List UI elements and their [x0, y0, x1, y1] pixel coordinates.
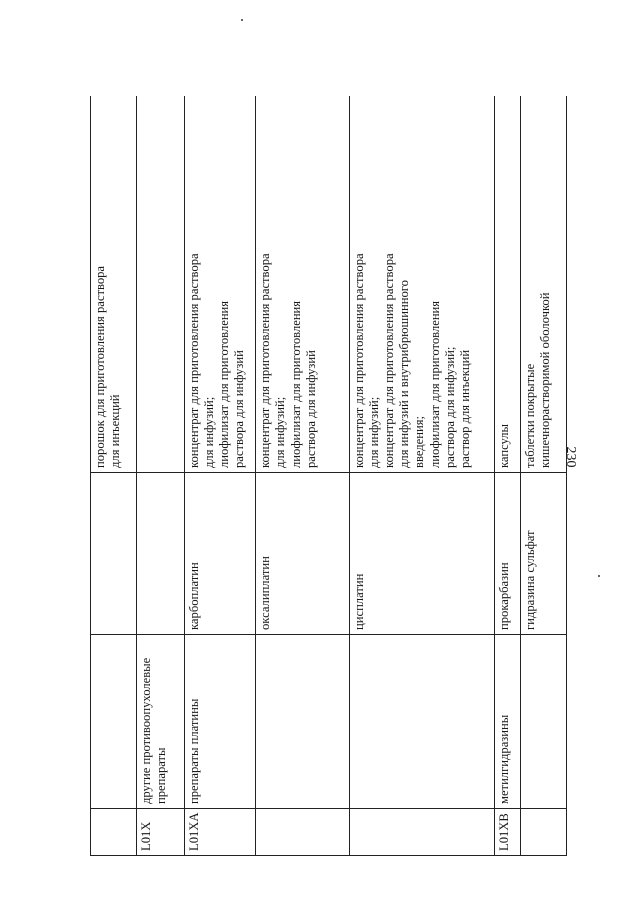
cell-text: лиофилизат для приготовления [216, 300, 231, 468]
cell-text: прокарбазин [497, 562, 512, 630]
cell-text: концентрат для приготовления раствора [352, 253, 367, 468]
cell-text: раствора для инфузий [232, 350, 247, 468]
cell-text: лиофилизат для приготовления [288, 300, 303, 468]
code-cell [350, 809, 495, 856]
cell-text: капсулы [497, 423, 512, 468]
scan-speck [241, 19, 243, 21]
drug-cell [256, 473, 350, 635]
cell-text: оксалиплатин [258, 556, 273, 630]
cell-text: лиофилизат для приготовления [427, 300, 442, 468]
drug-table [90, 96, 567, 856]
group-cell [256, 635, 350, 809]
page-number: 230 [563, 446, 578, 468]
cell-text: кишечнорастворимой оболочкой [537, 292, 552, 468]
group-cell [184, 635, 256, 809]
table-row [91, 96, 137, 856]
forms-cell [350, 96, 495, 473]
code-cell [520, 809, 566, 856]
drug-cell [495, 473, 520, 635]
cell-text: для инфузий; [367, 396, 382, 468]
cell-text: концентрат для приготовления раствора [186, 253, 201, 468]
forms-cell [520, 96, 566, 473]
cell-text: раствора для инфузий [303, 350, 318, 468]
group-cell [91, 635, 137, 809]
cell-text: для инфузий и внутрибрюшинного [397, 280, 412, 468]
table-row [256, 96, 350, 856]
code-cell [256, 809, 350, 856]
group-cell [495, 635, 520, 809]
group-cell [350, 635, 495, 809]
drug-cell [137, 473, 184, 635]
forms-cell [91, 96, 137, 473]
cell-text: для инфузий; [201, 396, 216, 468]
cell-text: раствор для инъекций [457, 349, 472, 468]
cell-text: для инъекций [108, 394, 123, 468]
drug-cell [91, 473, 137, 635]
code-cell [91, 809, 137, 856]
table-row [137, 96, 184, 856]
cell-text: раствора для инфузий; [442, 346, 457, 468]
table-row [184, 96, 256, 856]
cell-text: гидразина сульфат [522, 530, 537, 630]
cell-text: препараты платины [186, 698, 201, 804]
cell-text: другие противоопухолевые [139, 657, 154, 804]
code-cell [184, 809, 256, 856]
scan-speck [598, 575, 600, 577]
code-cell [137, 809, 184, 856]
group-cell [137, 635, 184, 809]
rotated-page-content [90, 96, 567, 856]
drug-cell [350, 473, 495, 635]
forms-cell [256, 96, 350, 473]
cell-text: L01XB [497, 813, 512, 851]
cell-text: концентрат для приготовления раствора [382, 253, 397, 468]
group-cell [520, 635, 566, 809]
cell-text: для инфузий; [273, 396, 288, 468]
table-row [495, 96, 520, 856]
code-cell [495, 809, 520, 856]
cell-text: введения; [412, 415, 427, 468]
drug-cell [184, 473, 256, 635]
forms-cell [495, 96, 520, 473]
cell-text: L01XA [186, 812, 201, 851]
forms-cell [184, 96, 256, 473]
table-row [520, 96, 566, 856]
cell-text: таблетки покрытые [522, 363, 537, 468]
cell-text: концентрат для приготовления раствора [258, 253, 273, 468]
cell-text: порошок для приготовления раствора [93, 265, 107, 468]
cell-text: L01X [139, 821, 154, 851]
cell-text: метилгидразины [497, 714, 512, 804]
forms-cell [137, 96, 184, 473]
cell-text: препараты [154, 747, 169, 804]
cell-text: цисплатин [352, 573, 367, 630]
table-row [350, 96, 495, 856]
cell-text: карбоплатин [186, 562, 201, 630]
drug-cell [520, 473, 566, 635]
